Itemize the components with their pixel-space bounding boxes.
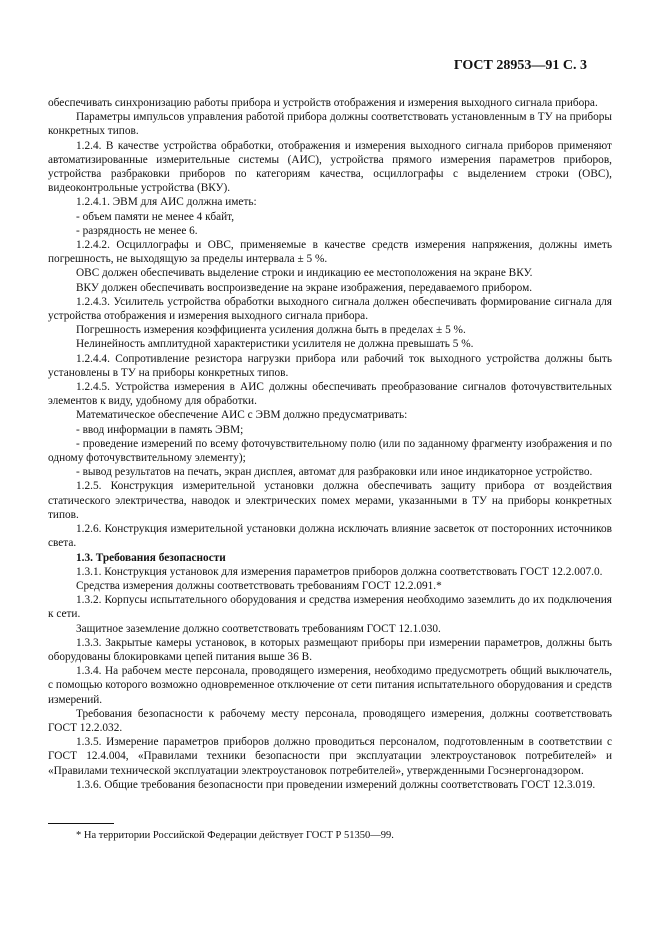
paragraph: Математическое обеспечение АИС с ЭВМ должно предусматривать: xyxy=(76,409,408,422)
paragraph: Средства измерения должны соответствовать требованиям ГОСТ 12.2.091.* xyxy=(76,579,442,592)
paragraph: 1.2.4.5. Устройства измерения в АИС должны обеспечивать преобразование сигналов фоточувствительных элементов к виду, удобному для обработки. xyxy=(48,381,612,408)
paragraph: 1.2.6. Конструкция измерительной установки должна исключать влияние засветок от посторонних источников света. xyxy=(48,523,612,550)
paragraph: - ввод информации в память ЭВМ; xyxy=(76,423,244,436)
paragraph: 1.2.4.3. Усилитель устройства обработки выходного сигнала должен обеспечивать формирование сигнала для устройства отображения и измерения выходного сигнала прибора. xyxy=(48,295,612,323)
footnote: * На территории Российской Федерации действует ГОСТ Р 51350—99. xyxy=(76,830,394,841)
paragraph: Требования безопасности к рабочему месту персонала, проводящего измерения, должны соответствовать ГОСТ 12.2.032. xyxy=(48,707,612,734)
paragraph: Защитное заземление должно соответствовать требованиям ГОСТ 12.1.030. xyxy=(76,622,441,635)
paragraph: 1.2.4.4. Сопротивление резистора нагрузки прибора или рабочий ток выходного устройства должны быть установлены в ТУ на приборы конкретных типов. xyxy=(48,352,612,379)
page-header: ГОСТ 28953—91 С. 3 xyxy=(453,58,587,73)
footnote-divider xyxy=(48,823,114,824)
paragraph: Параметры импульсов управления работой прибора должны соответствовать установленным в ТУ на приборы конкретных типов. xyxy=(48,111,612,138)
paragraph: 1.3.3. Закрытые камеры установок, в которых размещают приборы при измерении параметров, должны быть оборудованы блокировками цепей питания выше 36 В. xyxy=(48,636,612,663)
paragraph: - вывод результатов на печать, экран дисплея, автомат для разбраковки или иное индикаторное устройство. xyxy=(76,466,593,479)
paragraph: ВКУ должен обеспечивать воспроизведение на экране изображения, передаваемого прибором. xyxy=(76,281,533,294)
paragraph: 1.3.5. Измерение параметров приборов должно проводиться персоналом, подготовленным в соответствии с ГОСТ 12.4.004, «Правилами техники безопасности при эксплуатации электроустановок потребителей» и «Правилами технической эксплуатации электроустановок потребителей», утвержденными Госэнергонадзором. xyxy=(48,736,612,777)
paragraph: 1.2.4.1. ЭВМ для АИС должна иметь: xyxy=(76,196,257,209)
paragraph: 1.2.4.2. Осциллографы и ОВС, применяемые в качестве средств измерения напряжения, должны иметь погрешность, не выходящую за пределы интервала ± 5 %. xyxy=(48,239,612,266)
paragraph: Погрешность измерения коэффициента усиления должна быть в пределах ± 5 %. xyxy=(76,324,466,337)
paragraph: 1.2.5. Конструкция измерительной установки должна обеспечивать защиту прибора от воздействия статического электричества, наводок и электрических помех мерами, указанными в ТУ на приборы конкретных типов. xyxy=(48,480,612,521)
paragraph: ОВС должен обеспечивать выделение строки и индикацию ее местоположения на экране ВКУ. xyxy=(76,267,533,280)
paragraph: 1.3.1. Конструкция установок для измерения параметров приборов должна соответствовать ГОСТ 12.2.007.0. xyxy=(76,565,603,578)
section-heading: 1.3. Требования безопасности xyxy=(76,551,226,564)
paragraph: 1.3.4. На рабочем месте персонала, проводящего измерения, необходимо предусмотреть общий выключатель, с помощью которого возможно одновременное отключение от сети питания испытательного оборудования и средств измерений. xyxy=(48,665,612,706)
paragraph: 1.2.4. В качестве устройства обработки, отображения и измерения выходного сигнала приборов применяют автоматизированные измерительные системы (АИС), устройства прямого измерения параметров приборов, устройства разбраковки приборов по категориям качества, осциллографы с выделением строки (ОВС), видеоконтрольные устройства (ВКУ). xyxy=(48,139,612,195)
document-body xyxy=(48,96,612,792)
paragraph: Нелинейность амплитудной характеристики усилителя не должна превышать 5 %. xyxy=(76,338,474,351)
paragraph: - проведение измерений по всему фоточувствительному полю (или по заданному фрагменту изображения и по одному фоточувствительному элементу); xyxy=(48,437,612,465)
paragraph: - объем памяти не менее 4 кбайт, xyxy=(76,210,235,223)
paragraph: 1.3.2. Корпусы испытательного оборудования и средства измерения необходимо заземлить до их подключения к сети. xyxy=(48,594,612,621)
paragraph: - разрядность не менее 6. xyxy=(76,224,198,237)
paragraph: 1.3.6. Общие требования безопасности при проведении измерений должны соответствовать ГОСТ 12.3.019. xyxy=(76,778,596,791)
paragraph: обеспечивать синхронизацию работы прибора и устройств отображения и измерения выходного сигнала прибора. xyxy=(48,97,598,109)
